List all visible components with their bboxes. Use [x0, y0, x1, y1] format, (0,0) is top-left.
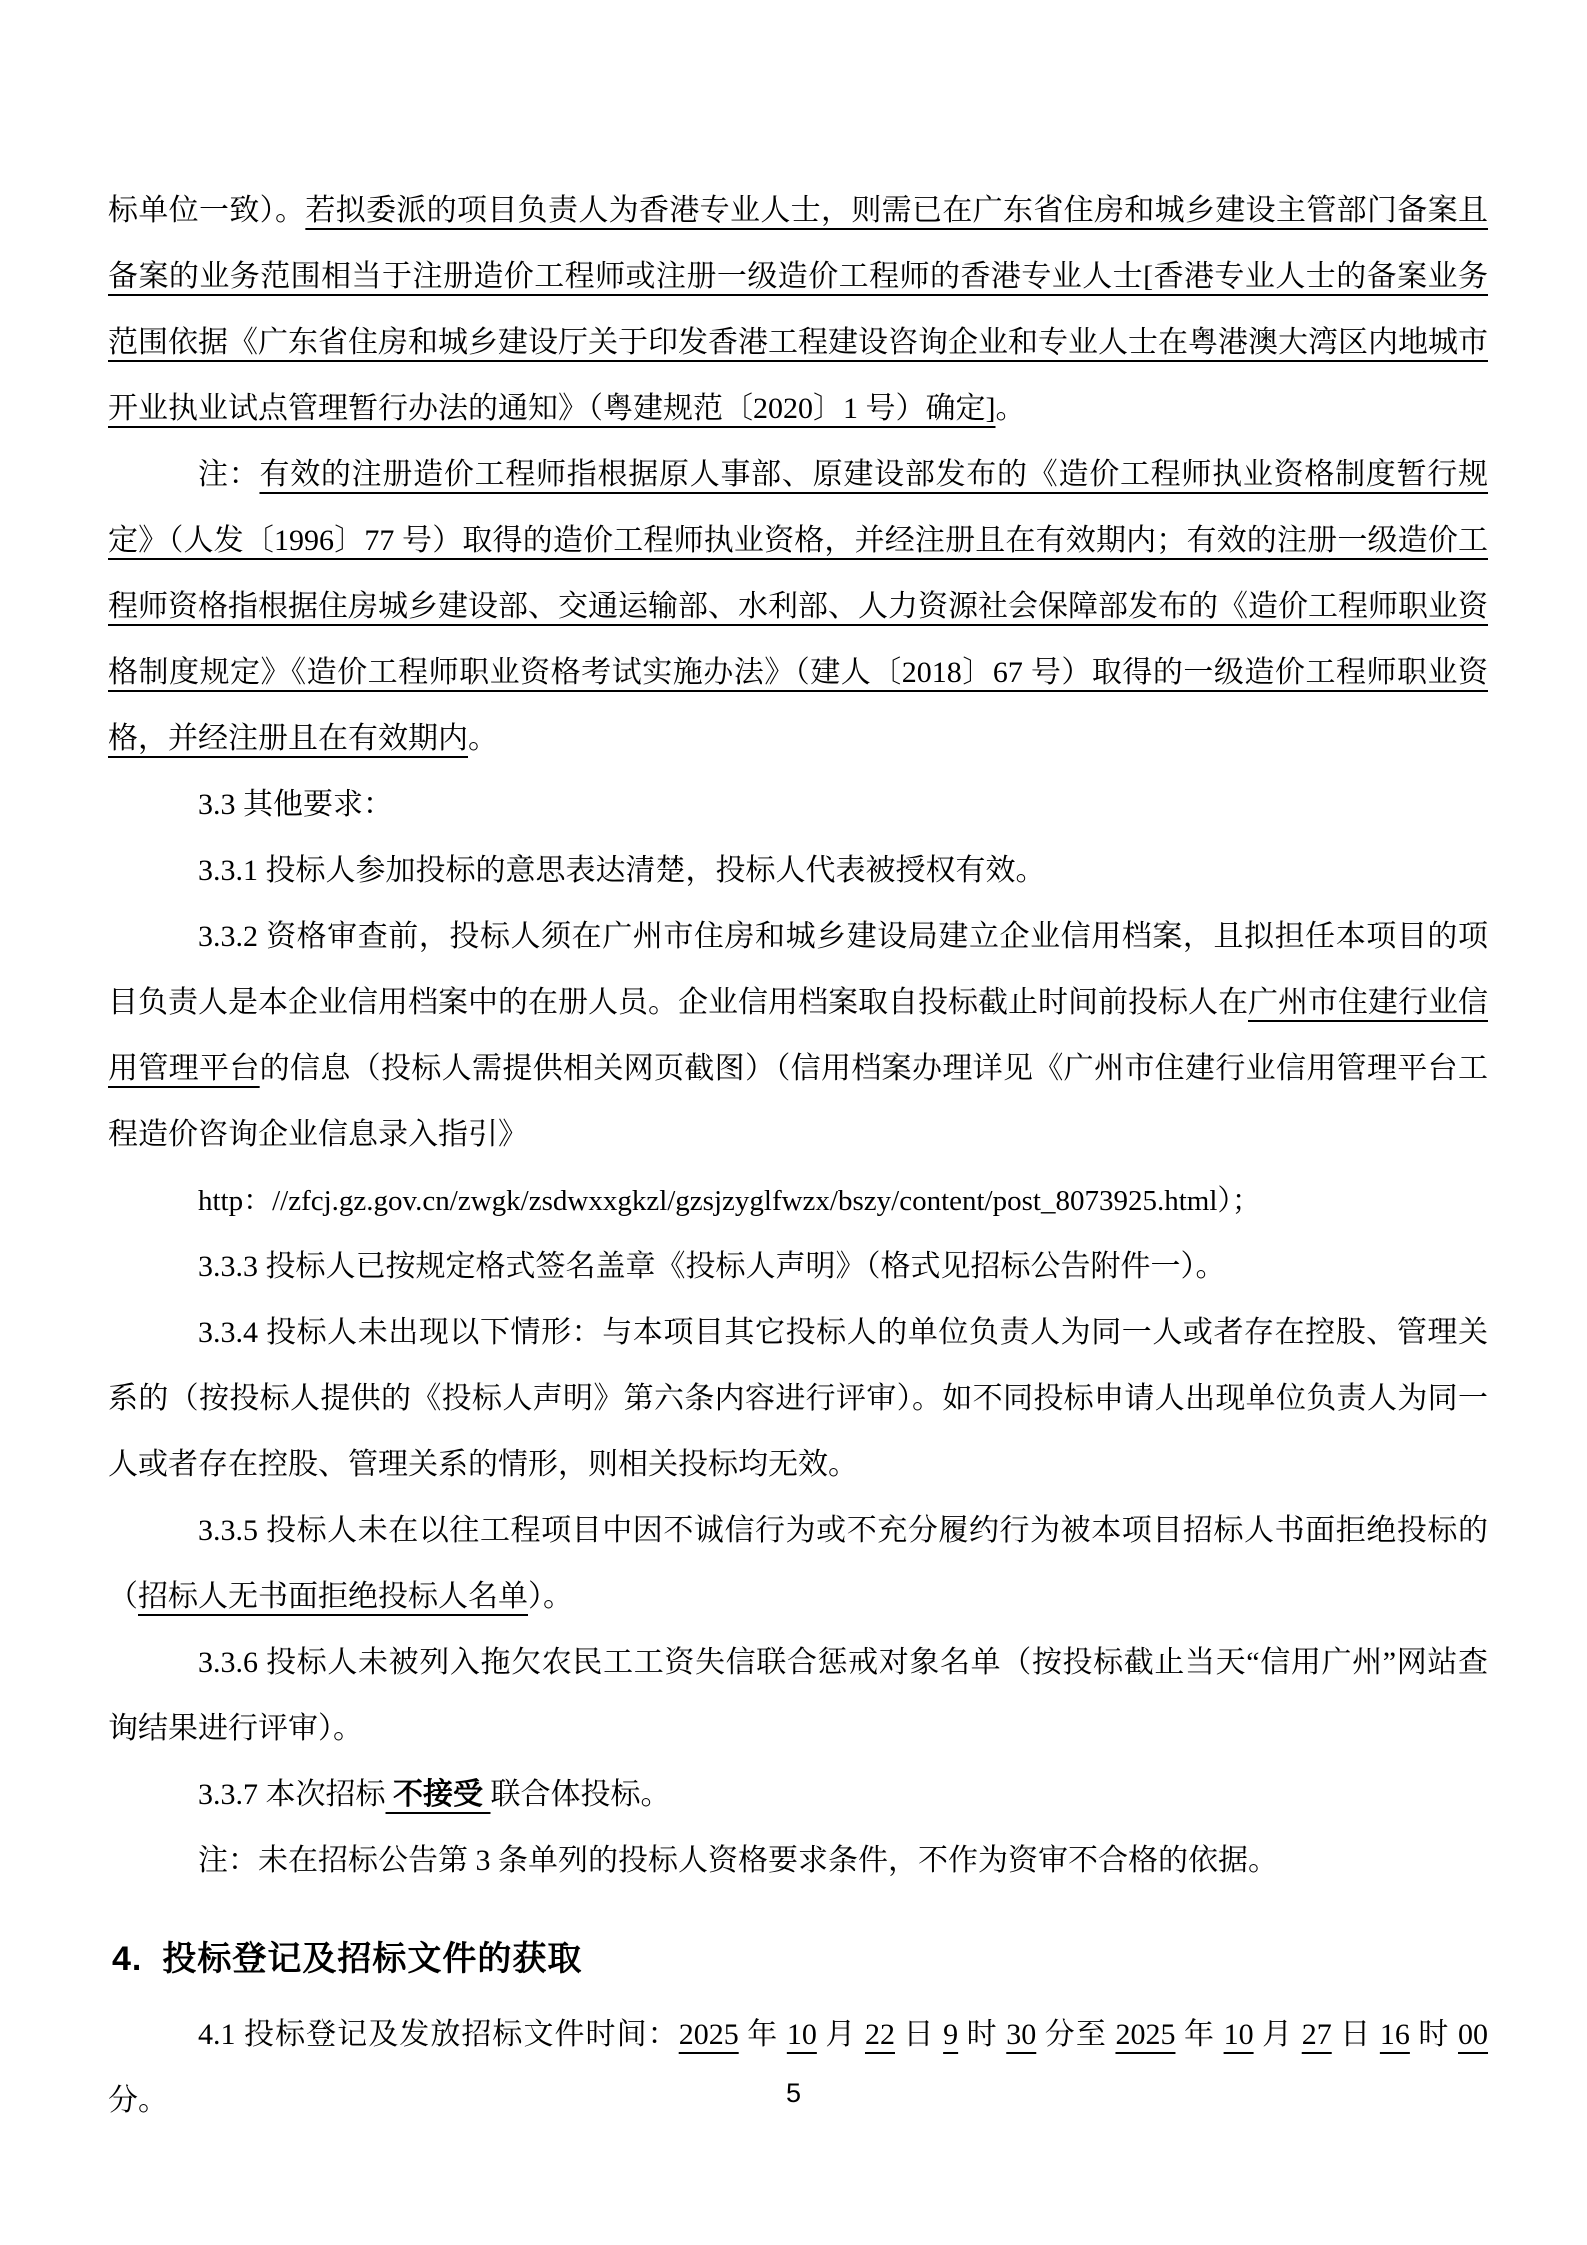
underlined-text-run: 有效的注册造价工程师指根据原人事部、原建设部发布的《造价工程师执业资格制度暂行规定》（人发〔1996〕77 号）取得的造价工程师执业资格，并经注册且在有效期内；有效的注册一级造价工程师资格指根据住房城乡建设部、交通运输部、水利部、人力资源社会保障部发布的《造价工程师职业资格制度规定》《造价工程师职业资格考试实施办法》（建人〔2018〕67 号）取得的一级造价工程师职业资格，并经注册且在有效期内: [108, 458, 1489, 755]
underlined-text-run: 22: [864, 2018, 895, 2051]
underlined-text-run: 2025: [1115, 2018, 1176, 2051]
para-4-1-registration-time: [108, 2002, 1488, 2134]
para-note-cost-engineer-definitions: [108, 442, 1488, 772]
para-3-3-7: [108, 1762, 1488, 1828]
text-run: 3.3.7 本次招标: [198, 1778, 386, 1811]
text-run: 3.3.6 投标人未被列入拖欠农民工工资失信联合惩戒对象名单（按投标截止当天“信用广州”网站查询结果进行评审）。: [108, 1646, 1488, 1745]
text-run: 3.3.4 投标人未出现以下情形：与本项目其它投标人的单位负责人为同一人或者存在控股、管理关系的（按投标人提供的《投标人声明》第六条内容进行评审）。如不同投标申请人出现单位负责人为同一人或者存在控股、管理关系的情形，则相关投标均无效。: [108, 1316, 1488, 1481]
underlined-text-run: 招标人无书面拒绝投标人名单: [138, 1580, 528, 1613]
underlined-text-run: 10: [1223, 2018, 1254, 2051]
para-3-3-5: [108, 1498, 1488, 1630]
para-3-3-6: [108, 1630, 1488, 1762]
text-run: 的信息（投标人需提供相关网页截图）（信用档案办理详见《广州市住建行业信用管理平台工程造价咨询企业信息录入指引》: [108, 1052, 1489, 1151]
text-run: 月: [1253, 2018, 1302, 2051]
section-title: 投标登记及招标文件的获取: [162, 1940, 583, 1978]
page-number: 5: [785, 2078, 802, 2108]
underlined-text-run: 10: [786, 2018, 817, 2051]
text-run: 年: [1175, 2018, 1224, 2051]
underlined-text-run: 00: [1458, 2018, 1489, 2051]
section-4-heading: [112, 1936, 1488, 1982]
para-3-3-other-requirements: [108, 772, 1488, 838]
text-run: 注：未在招标公告第 3 条单列的投标人资格要求条件，不作为资审不合格的依据。: [198, 1844, 1278, 1877]
text-run: 联合体投标。: [490, 1778, 671, 1811]
underlined-text-run: 27: [1301, 2018, 1332, 2051]
text-run: 月: [816, 2018, 865, 2051]
para-3-3-3: [108, 1234, 1488, 1300]
text-run: 分。: [108, 2084, 168, 2117]
text-run: 3.3.3 投标人已按规定格式签名盖章《投标人声明》（格式见招标公告附件一）。: [198, 1250, 1226, 1283]
text-run: 3.3 其他要求：: [198, 788, 393, 821]
text-run: 。: [468, 722, 498, 755]
text-run: 日: [1331, 2018, 1380, 2051]
text-run: 3.3.1 投标人参加投标的意思表达清楚，投标人代表被授权有效。: [198, 854, 1046, 887]
text-run: 时: [1409, 2018, 1459, 2051]
underlined-text-run: 若拟委派的项目负责人为香港专业人士，则需已在广东省住房和城乡建设主管部门备案且备案的业务范围相当于注册造价工程师或注册一级造价工程师的香港专业人士[香港专业人士的备案业务范围依据《广东省住房和城乡建设厅关于印发香港工程建设咨询企业和专业人士在粤港澳大湾区内地城市开业执业试点管理暂行办法的通知》（粤建规范〔2020〕1 号）确定]: [108, 194, 1489, 425]
underlined-text-run: 广州市住建行业信用管理平台: [108, 986, 1488, 1085]
para-note-qualification-criteria: [108, 1828, 1488, 1894]
underlined-text-run: 2025: [678, 2018, 739, 2051]
underlined-text-run: 30: [1006, 2018, 1037, 2051]
underlined-text-run: 不接受: [385, 1778, 491, 1811]
para-3-3-2: [108, 904, 1488, 1168]
text-run: http：//zfcj.gz.gov.cn/zwgk/zsdwxxgkzl/gzsjzyglfwzx/bszy/content/post_8073925.html）；: [198, 1185, 1261, 1217]
para-3-3-1: [108, 838, 1488, 904]
para-3-3-4: [108, 1300, 1488, 1498]
underlined-text-run: 9: [943, 2018, 959, 2051]
document-content: [108, 178, 1488, 2134]
text-run: 。: [995, 392, 1026, 425]
text-run: 3.3.5 投标人未在以往工程项目中因不诚信行为或不充分履约行为被本项目招标人书面拒绝投标的（: [108, 1514, 1488, 1613]
para-continuation-hk-professional: [108, 178, 1488, 442]
text-run: 标单位一致）。: [108, 194, 306, 227]
text-run: 年: [738, 2018, 787, 2051]
para-credit-archive-url: [108, 1168, 1488, 1234]
text-run: 分至: [1036, 2018, 1116, 2051]
page-footer: [0, 2078, 1587, 2108]
underlined-text-run: 16: [1379, 2018, 1410, 2051]
text-run: 日: [894, 2018, 944, 2051]
text-run: 时: [958, 2018, 1007, 2051]
section-number: 4.: [112, 1940, 143, 1978]
text-run: ）。: [528, 1580, 573, 1613]
text-run: 注：: [198, 458, 260, 491]
text-run: 3.3.2 资格审查前，投标人须在广州市住房和城乡建设局建立企业信用档案，且拟担任本项目的项目负责人是本企业信用档案中的在册人员。企业信用档案取自投标截止时间前投标人在: [108, 920, 1488, 1019]
text-run: 4.1 投标登记及发放招标文件时间：: [198, 2018, 679, 2051]
